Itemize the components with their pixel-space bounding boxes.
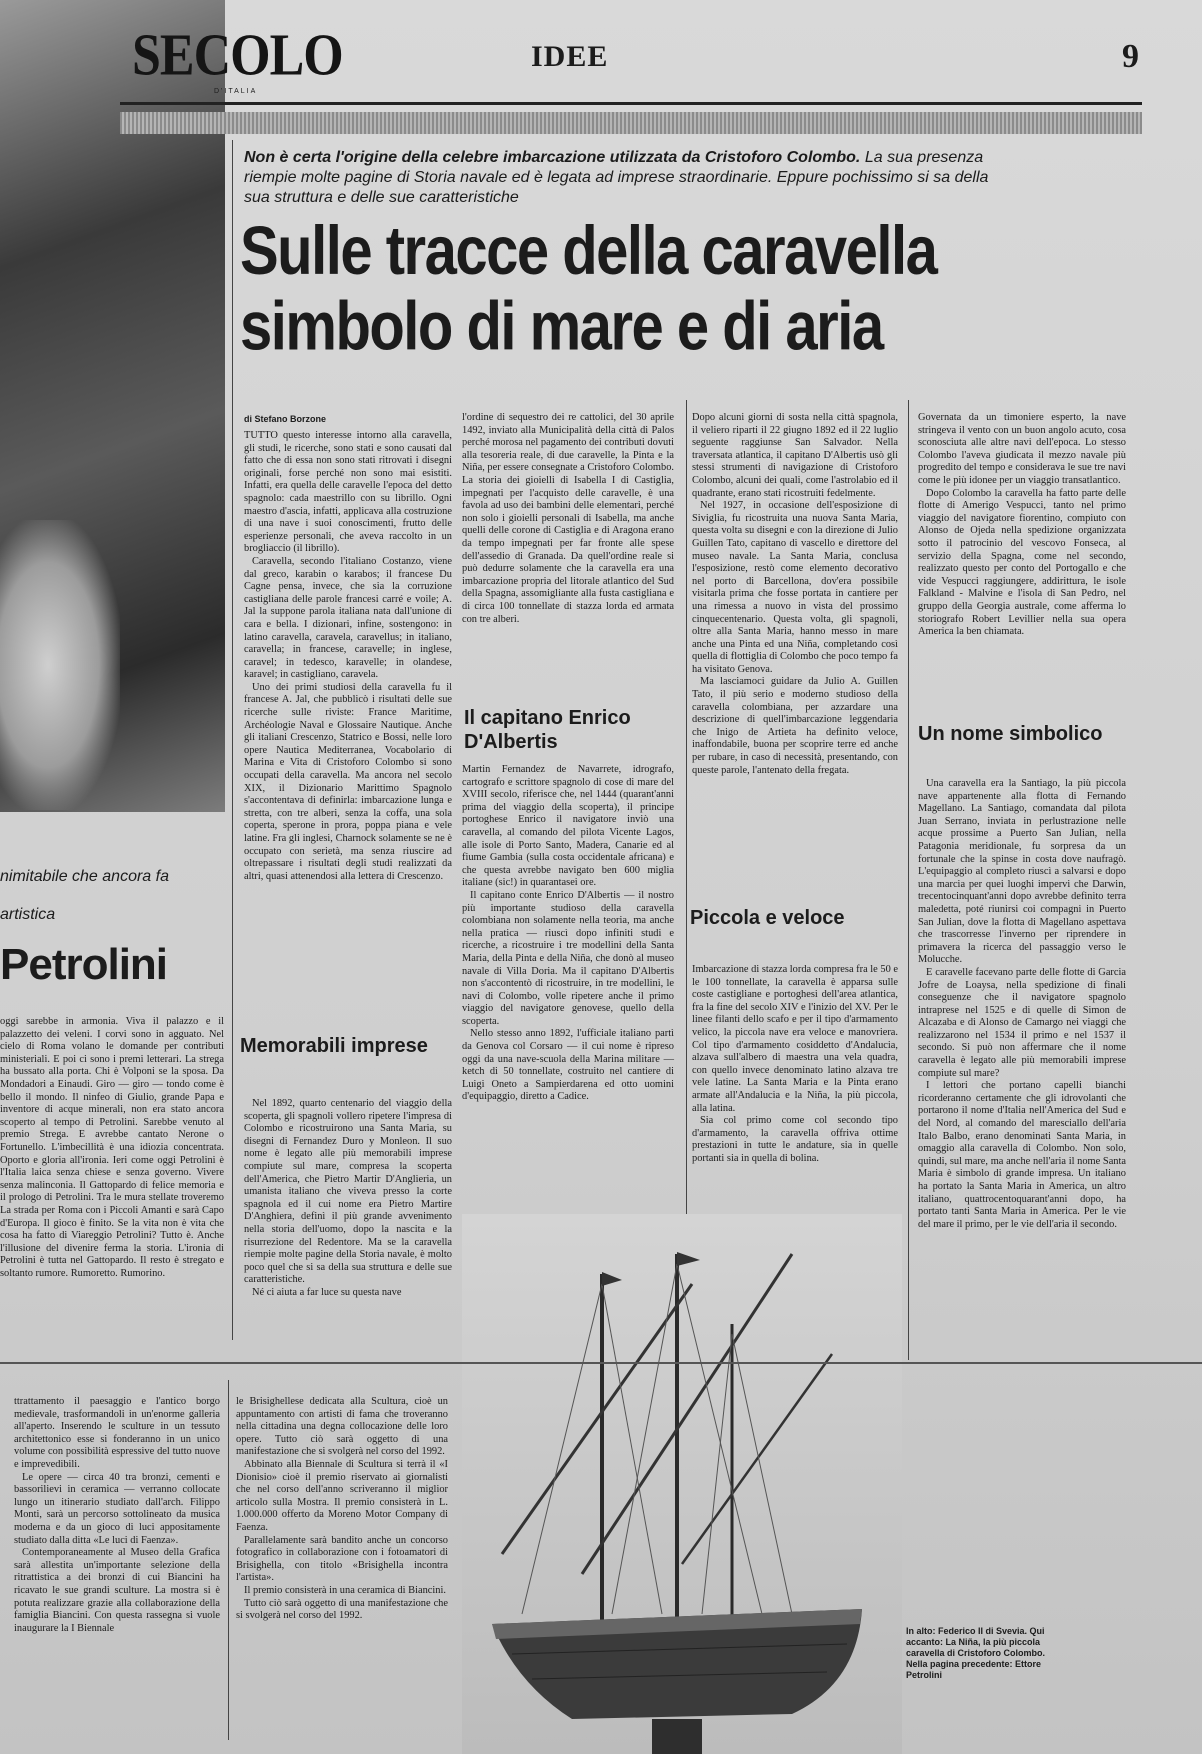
sidebar-kicker-2: artistica	[0, 906, 56, 923]
lower-column-a	[14, 1396, 220, 1736]
photo-caption: In alto: Federico II di Svevia. Qui accanto: La Niña, la più piccola caravella di Cristoforo Colombo. Nella pagina precedente: Ettore Petrolini	[906, 1626, 1046, 1680]
headline-line-1: Sulle tracce della caravella	[240, 212, 937, 290]
paragraph: E caravelle facevano parte delle flotte di Garcia Jofre de Loaysa, nella spedizione di finali conseguenze che il navigatore spagnolo intraprese nel 1525 e di quelle di Simon de Alcazaba e di Alonso de Camargo nei viaggi che realizzarono nel 1534 il primo e nel 1537 il secondo. Si può non affermare che il nome caravella è legato alle più memorabili imprese compiute sul mare?	[918, 966, 1126, 1079]
headline-line-2: simbolo di mare e di aria	[240, 288, 883, 366]
paragraph: Nello stesso anno 1892, l'ufficiale italiano partì da Genova col Corsaro — il cui nome è ripreso oggi da una nave-scuola della Marina militare — ketch di 50 tonnellate, costruito nel cantiere di Luigi Oneto a Sampierdarena ed otto uomini d'equipaggio, diretto a Cadice.	[462, 1028, 674, 1103]
paragraph: Le opere — circa 40 tra bronzi, cementi e bassorilievi in ceramica — verranno collocate lungo un itinerario studiato dall'arch. Filippo Monti, sarà un percorso sottolineato da musica moderna e da un gioco di luci appositamente studiato dalla ditta «Le luci di Faenza».	[14, 1471, 220, 1546]
paragraph: Martin Fernandez de Navarrete, idrografo, cartografo e scrittore spagnolo di cose di mare del XVIII secolo, riferisce che, nel 1444 (quarant'anni prima del viaggio della scoperta), il principe portoghese Enrico il navigatore inviò una caravella, al comando del pilota Vicente Lagos, alle isole di Porto Santo, Madera, Canarie ed al fiume Gambia (sulla costa occidentale africana) e che questa avrebbe navigato ben 600 miglia italiane (sic!) in quarantasei ore.	[462, 764, 674, 889]
paragraph: Tutto ciò sarà oggetto di una manifestazione che si svolgerà nel corso del 1992.	[236, 1597, 448, 1622]
photo-highlight	[0, 520, 120, 810]
paragraph: Uno dei primi studiosi della caravella fu il francese A. Jal, che pubblicò i risultati delle sue ricerche sulle riviste: France Maritime, Archéologie Naval e Glossaire Nautique. Anche gli italiani Crescenzo, Statrico e Bossi, nelle loro opere Nautica Mediterranea, Vocabolario di Marina e Vita di Cristoforo Colombo si sono occupati della caravella. Ma ancora nel secolo XIX, il Dizionario Marittimo Spagnolo s'accontentava di definirla: imbarcazione lunga e stretta, con tre alberi, senza la coffa, una sola coperta, sperone in prora, poppa piana e vele latine. Fra gli inglesi, Charnock solamente se ne è occupato con serietà, ma senza riuscire ad oltrepassare i risultati degli studi realizzati da altri, quasi attenendosi alla lettera di Crescenzo.	[244, 681, 452, 882]
article-column-3b	[692, 964, 898, 1236]
article-column-1	[244, 430, 452, 882]
paragraph: Abbinato alla Biennale di Scultura si terrà il «I Dionisio» cioè il premio riservato ai giornalisti che nel corso dell'anno scriveranno il miglior articolo sulla Mostra. Il premio consisterà in L. 1.000.000 offerto da Moreno Motor Company di Faenza.	[236, 1458, 448, 1533]
paragraph: Sia col primo come col secondo tipo d'armamento, la caravella offriva ottime prestazioni in tutte le andature, sia in quelle portanti sia in quella di bolina.	[692, 1115, 898, 1164]
subhead-memorabili: Memorabili imprese	[240, 1035, 428, 1057]
article-column-1b	[244, 1098, 452, 1340]
article-kicker-rest: La sua presenza riempie molte pagine di Storia navale ed è legata ad imprese straordinarie. Eppure pochissimo si sa della sua struttura e delle sue caratteristiche	[244, 149, 989, 206]
paragraph: Il capitano conte Enrico D'Albertis — il nostro più importante studioso della caravella colombiana non solamente nella teoria, ma anche nella pratica — riuscì dopo infiniti studi e ricerche, a ricostruire i tre modellini della Santa Maria, della Pinta e della Niña, che donò al museo navale di Villa Doria. Ma il capitano D'Albertis non s'accontentò di ricostruire, in tre modellini, le navi di Colombo, volle ripetere anche il primo viaggio del navigatore genovese, quello della scoperta.	[462, 889, 674, 1027]
article-column-2b	[462, 764, 674, 1238]
page-number: 9	[1122, 38, 1139, 75]
article-headline	[240, 214, 1080, 365]
sidebar-kicker: nimitabile che ancora fa	[0, 868, 169, 885]
column-rule	[686, 400, 687, 1240]
paragraph: Il premio consisterà in una ceramica di Biancini.	[244, 1584, 446, 1596]
masthead-subtitle: D'ITALIA	[214, 88, 258, 95]
paragraph: le Brisighellese dedicata alla Scultura, cioè un appuntamento con artisti di fama che troveranno nella cittadina una degna collocazione delle loro opere. Tutto ciò sarà oggetto di una manifestazione che si svolgerà nel corso del 1992.	[236, 1396, 448, 1458]
column-rule	[908, 400, 909, 1360]
article-kicker	[244, 148, 1014, 208]
sidebar-body: oggi sarebbe in armonia. Viva il palazzo e il palazzetto dei veleni. I corvi sono in agguato. Nel cielo di Roma volano le domande per contributi ministeriali. E poi ci sono i premi letterari. La strega ha bussato alla porta. Chi è Volponi se la sposa. Da Mondadori a Einaudi. Giro — giro — tondo come è bello il mondo. Il ninfeo di Giulio, grande Papa e inventore di acque minerali, non era stato ancora scoperto al tempo di Petrolini. Sarebbe venuto al premio Strega. E avrebbe cantato Nerone o Fortunello. L'imbecillità è una idiozia concentrata. Oporto e gloria all'ironia. Ieri come oggi Petrolini è l'Italia laica senza chiese e senza governo. Vivere senza malinconia. Il Gattopardo di felice memoria e il prologo di Petrolini. Tra le mura stellate troveremo La strada per Roma con i Piccoli Amanti e sarà Capo d'Europa. Il gioco è finito. Se la vita non è vita che cosa ha fatto di Viareggio Petrolini? Tutto è. Anche l'illusione del divenire ferma la storia. L'ironia di Petrolini è tutta nel Gattopardo. Il resto è stregato e soltanto rumore. Rumoretto. Rumorino.	[0, 1016, 224, 1279]
paragraph: Né ci aiuta a far luce su questa nave	[252, 1286, 402, 1298]
subhead-piccola: Piccola e veloce	[690, 907, 845, 929]
subhead-capitano: Il capitano Enrico D'Albertis	[464, 707, 631, 753]
masthead-logo: SECOLO	[132, 22, 343, 89]
article-column-3	[692, 412, 898, 882]
paragraph: Nel 1892, quarto centenario del viaggio della scoperta, gli spagnoli vollero ripetere l'impresa di Colombo e ricostruirono una Santa Maria, su disegni di Fernandez Duro y Monleon. Il suo nome è legato alle più memorabili imprese compiute sul mare, compresa la scoperta dell'America, che Pietro Martir D'Anglieria, un umanista italiano che viveva presso la corte spagnola ed il cui nome era Pietro Martire D'Anghiera, definì il più grande avvenimento nella storia dell'uomo, dopo la nascita e la risurrezione del Redentore. Ma se la caravella riempie molte pagine della Storia navale, è molto poco quel che si sa della sua struttura e delle sue caratteristiche.	[244, 1098, 452, 1286]
paragraph: Ma lasciamoci guidare da Julio A. Guillen Tato, il più serio e moderno studioso della caravella colombiana, per azzardare una descrizione di quell'imbarcazione leggendaria che Inigo de Artieta ha definito veloce, inaffondabile, buona per scoprire terre ed anche per rubare, in caso di necessità, presentando, con queste parole, l'antenato della fregata.	[692, 676, 898, 776]
paragraph: Parallelamente sarà bandito anche un concorso fotografico in collaborazione con i fotoamatori di Brisighella, con titolo «Brisighella incontra l'artista».	[236, 1534, 448, 1584]
paragraph: Contemporaneamente al Museo della Grafica sarà allestita un'importante selezione della ritrattistica a dei bronzi di cui Biancini ha ricavato le sue grandi sculture. La mostra si è potuta realizzare grazie alla collaborazione della famiglia Biancini. Con questa rassegna si vuole inaugurare la I Biennale	[14, 1547, 220, 1634]
column-rule	[232, 140, 233, 1340]
paragraph: TUTTO questo interesse intorno alla caravella, gli studi, le ricerche, sono stati e sono causati dal fatto che di essa non sono stati ritrovati i disegni originali, forse perché non sono mai esistiti. Infatti, era quella delle caravelle l'epoca del detto spagnolo: cada maestrillo con su librillo. Ogni maestro d'ascia, infatti, applicava alla costruzione di una nave i suoi conoscimenti, frutto delle esperienze personali, che aveva raccolto in un brogliaccio (il librillo).	[244, 430, 452, 555]
article-column-2	[462, 412, 674, 698]
lower-column-b	[236, 1396, 448, 1736]
paragraph: Governata da un timoniere esperto, la nave stringeva il vento con un buon angolo acuto, cosa sconosciuta alle altre navi dell'epoca. Lo stesso Colombo l'aveva giudicata il mezzo navale più progredito del tempo e considerava le sue tre navi come le più idonee per un viaggio transatlantico.	[918, 412, 1126, 486]
article-kicker-bold: Non è certa l'origine della celebre imbarcazione utilizzata da Cristoforo Colombo.	[244, 149, 861, 166]
section-divider	[0, 1362, 1202, 1364]
paragraph: ttrattamento il paesaggio e l'antico borgo medievale, trasformandoli in un'enorme galleria all'aperto. Inserendo le sculture in un tessuto architettonico esse si fonderanno in un unico volume con possibilità espressive del tutto nuove e imprevedibili.	[14, 1396, 220, 1470]
caravel-illustration	[462, 1214, 902, 1754]
paragraph: Caravella, secondo l'italiano Costanzo, viene dal greco, karabin o karabos; il francese Du Cagne pensa, invece, che sia la corruzione castigliana delle parole francesi carré e voile; A. Jal la suppone parola italiana nata dall'unione di cara e bella. I dizionari, infine, sostengono: in latino caravella, caravela, caravellus; in italiano, caravella; in francese, caravelle; in inglese, caravel; in tedesco, karavelle; in olandese, karavel; in castigliano, caravela.	[244, 555, 452, 681]
column-rule	[228, 1380, 229, 1740]
top-band	[120, 112, 1142, 134]
paragraph: Una caravella era la Santiago, la più piccola nave appartenente alla flotta di Fernando Magellano. La Santiago, comandata dal pilota Juan Serrano, inviata in perlustrazione nelle acque prossime a Puerto San Julian, nella Patagonia meridionale, fu sorpresa da un fortunale che la spinse in costa dove naufragò. L'equipaggio al completo riuscì a salvarsi e dopo una marcia per quei luoghi impervi che Darwin, trecentocinquant'anni dopo avrebbe definito terra maledetta, poté riunirsi coi compagni in Puerto San Julian, dove la flotta di Magellano aspettava che trascorresse l'inverno per riprendere in primavera la ricerca del passaggio verso le Molucche.	[918, 778, 1126, 966]
sidebar-title: Petrolini	[0, 940, 168, 989]
article-column-4b	[918, 778, 1126, 1360]
paragraph: Imbarcazione di stazza lorda compresa fra le 50 e le 100 tonnellate, la caravella è apparsa sulle coste castigliane e portoghesi dell'area atlantica, fra la fine del secolo XIV e l'inizio del XV. Per le linee filanti dello scafo e per il tipo d'armamento velico, la piccola nave era veloce e manovriera. Col tipo d'armamento cosiddetto d'Andalucia, alzava sull'albero di maestra una vela quadra, con quello invece denominato latino alzava tre vele latine. La Santa Maria e la Pinta erano armate all'Andalucia e la Niña, la più piccola, alla latina.	[692, 964, 898, 1114]
article-column-4	[918, 412, 1126, 710]
top-rule	[120, 102, 1142, 105]
paragraph: Dopo alcuni giorni di sosta nella città spagnola, il veliero riparti il 22 giugno 1892 ed il 22 luglio seguente raggiunse San Salvador. Nella traversata atlantica, il capitano D'Albertis usò gli stessi strumenti di navigazione di Cristoforo Colombo, alcuni dei quali, come l'astrolabio ed il quadrante, erano stati ricostruiti fedelmente.	[692, 412, 898, 499]
paragraph: I lettori che portano capelli bianchi ricorderanno certamente che gli idrovolanti che portarono il nome d'Italia nell'America del Sud e del Nord, al comando del maresciallo dell'aria Italo Balbo, erano denominati Santa Maria, in omaggio alla caravella di Colombo. Non solo, quindi, sul mare, ma anche nell'aria il nome Santa Maria è simbolo di grande impresa. Un italiano ha portato la Santa Maria in America, un altro italiano, quattrocentoquarant'anni dopo, ha portato tanti Santa Maria in America. Per le vie del mare il primo, per le vie dell'aria il secondo.	[918, 1080, 1126, 1230]
paragraph: l'ordine di sequestro dei re cattolici, del 30 aprile 1492, inviato alla Municipalità della città di Palos perché morosa nel pagamento dei contributi dovuti alla tesoreria reale, di due caravelle, la Pinta e la Niña, per essere consegnate a Cristoforo Colombo. La storia dei gioielli di Isabella I di Castiglia, impegnati per l'acquisto delle caravelle, è una favola ad uso dei bambini delle elementari, perché non solo i gioielli personali di Isabella, ma anche quelli delle corone di Castiglia e di Aragona erano da tempo impegnati per far fronte alle spese dell'assedio di Granada. Da quell'ordine reale si può dedurre solamente che la caravella era una imbarcazione propria del litorale atlantico del Sud della Spagna, assomigliante alla fusta castigliana e di circa 100 tonnellate di stazza lorda ed armata con tre alberi.	[462, 412, 674, 625]
paragraph: Nel 1927, in occasione dell'esposizione di Siviglia, fu ricostruita una nuova Santa Maria, questa volta su disegni e con la direzione di Julio Guillen Tato, capitano di vascello e direttore del museo navale. La Santa Maria, conclusa l'esposizione, restò come elemento decorativo nel porto di Barcellona, dov'era possibile visitarla prima che fosse portata in cantiere per una rimessa a nuovo in vista del prossimo cinquecentenario. Questa volta, gli spagnoli, oltre alla Santa Maria, hanno messo in mare anche una Pinta ed una Niña, completando così quella di flottiglia di Colombo che poco tempo fa ha visitato Genova.	[692, 500, 898, 675]
byline: di Stefano Borzone	[244, 414, 327, 424]
paragraph: Dopo Colombo la caravella ha fatto parte delle flotte di Amerigo Vespucci, tanto nel primo viaggio del navigatore fiorentino, compiuto con Alonso de Ojeda nella spedizione organizzata sotto il patrocinio del vescovo Fonseca, al servizio della Spagna, come nel secondo, realizzato questo per conto del Portogallo e che vide Vespucci raggiungere, addirittura, le isole Falkland - Malvine e l'isola di San Pedro, nel gruppo della Georgia australe, come afferma lo storiografo Robert Levillier nella sua opera America la ben chiamata.	[918, 487, 1126, 638]
section-name: IDEE	[531, 40, 609, 73]
subhead-nome: Un nome simbolico	[918, 723, 1103, 745]
